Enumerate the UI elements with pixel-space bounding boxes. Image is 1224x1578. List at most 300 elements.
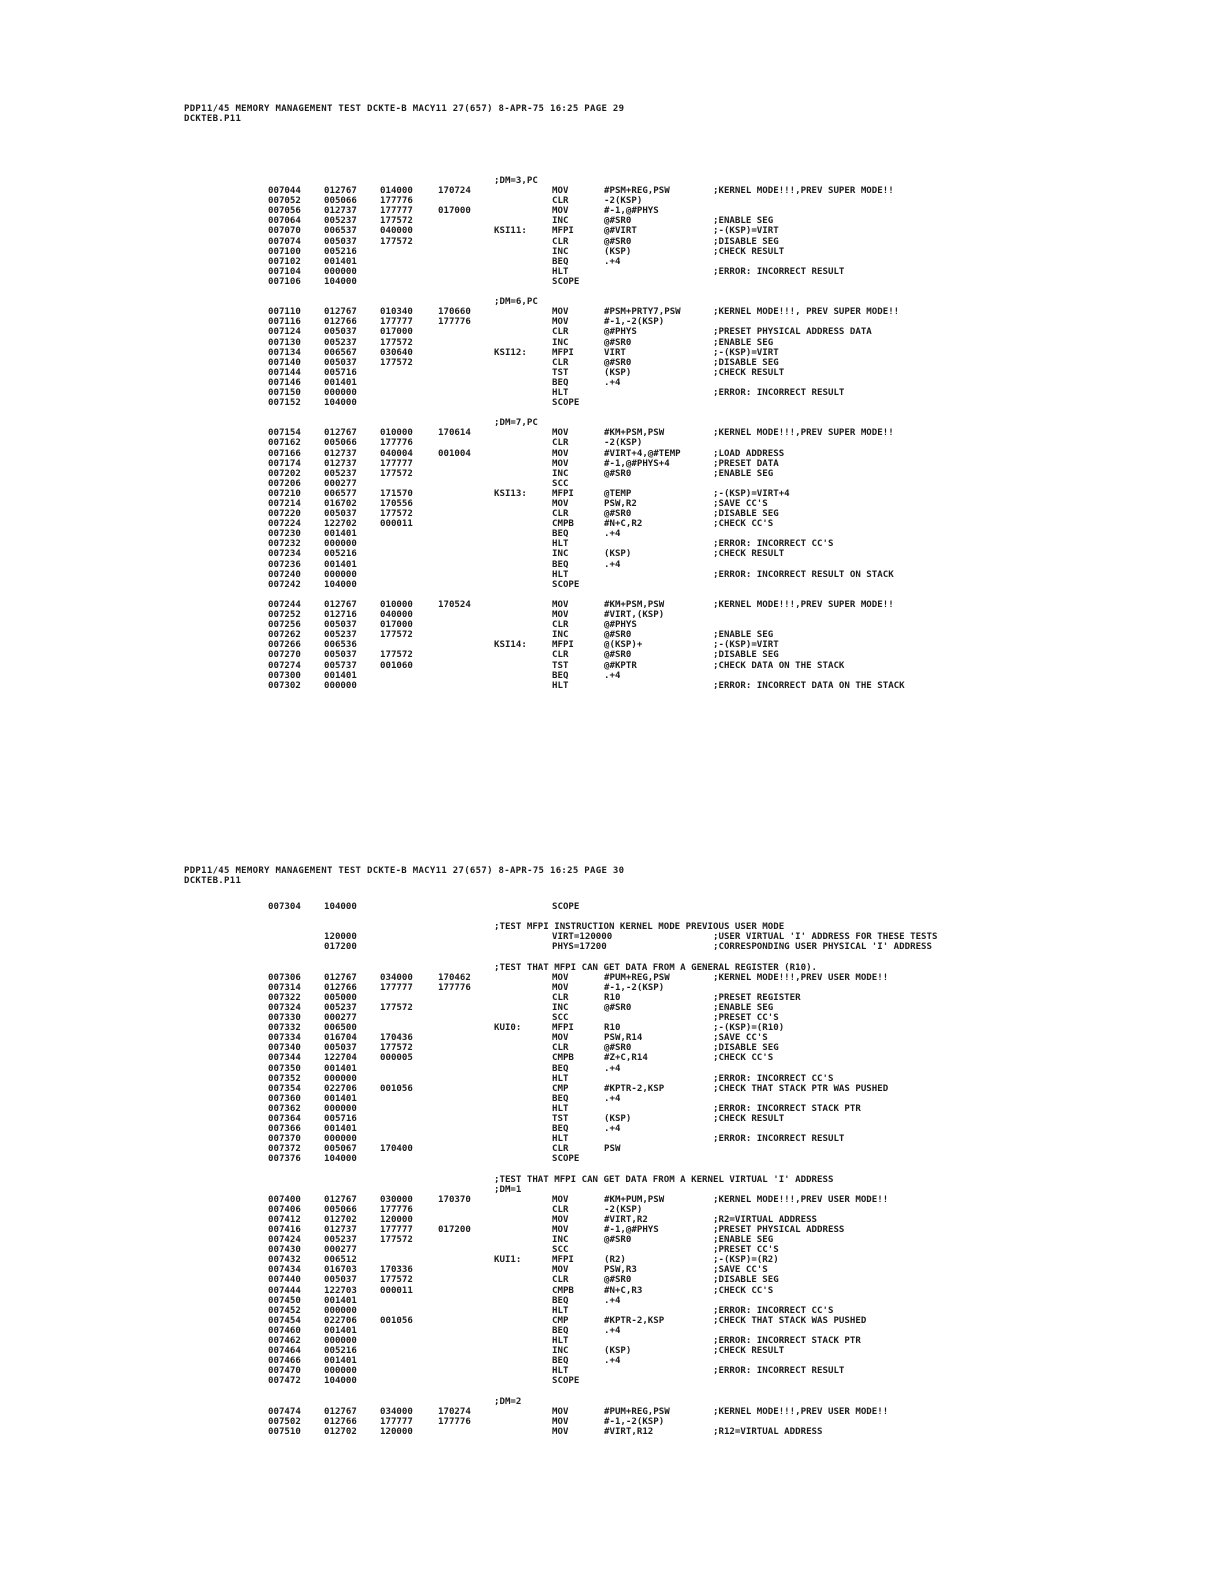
blank-line <box>184 952 1184 962</box>
code-line <box>184 1376 1184 1386</box>
comment: ;ERROR: INCORRECT RESULT <box>713 387 845 398</box>
object-word-2: 014000 <box>380 186 413 197</box>
address: 007166 <box>268 448 301 459</box>
object-word-1: 000277 <box>324 478 357 489</box>
opcode: MOV <box>552 1194 569 1205</box>
object-word-1: 000277 <box>324 1013 357 1024</box>
code-line <box>184 1074 1184 1084</box>
code-line <box>184 983 1184 993</box>
object-word-1: 122702 <box>324 519 357 530</box>
operands: #-1,-2(KSP) <box>604 1416 665 1427</box>
address: 007044 <box>268 186 301 197</box>
object-word-3: 177776 <box>438 1416 471 1427</box>
object-word-1: 000000 <box>324 1134 357 1145</box>
object-word-2: 177572 <box>380 509 413 520</box>
address: 007064 <box>268 216 301 227</box>
opcode: MOV <box>552 599 569 610</box>
object-word-2: 177572 <box>380 236 413 247</box>
comment: ;CHECK THAT STACK PTR WAS PUSHED <box>713 1083 889 1094</box>
object-word-1: 005037 <box>324 327 357 338</box>
address: 007274 <box>268 660 301 671</box>
object-word-2: 017000 <box>380 327 413 338</box>
code-line <box>184 338 1184 348</box>
opcode: SCOPE <box>552 902 580 912</box>
operands: #VIRT,(KSP) <box>604 610 665 621</box>
code-line <box>184 1245 1184 1255</box>
opcode: CLR <box>552 1043 569 1054</box>
object-word-1: 001401 <box>324 559 357 570</box>
object-word-2: 177572 <box>380 630 413 641</box>
address: 007234 <box>268 549 301 560</box>
object-word-1: 012702 <box>324 1214 357 1225</box>
code-line <box>184 1326 1184 1336</box>
blank-line <box>184 408 1184 418</box>
object-word-1: 005237 <box>324 216 357 227</box>
code-line <box>184 1366 1184 1376</box>
object-word-3: 017200 <box>438 1225 471 1235</box>
object-word-1: 006567 <box>324 347 357 358</box>
blank-line <box>184 287 1184 297</box>
object-word-1: 022706 <box>324 1315 357 1326</box>
code-line <box>184 1356 1184 1366</box>
address: 007104 <box>268 266 301 277</box>
object-word-2: 170336 <box>380 1265 413 1276</box>
code-line <box>184 459 1184 469</box>
opcode: CMP <box>552 1315 569 1326</box>
opcode: CLR <box>552 1204 569 1215</box>
object-word-1: 120000 <box>324 932 357 943</box>
address: 007162 <box>268 438 301 449</box>
operands: PSW,R2 <box>604 499 637 509</box>
code-line <box>184 1407 1184 1417</box>
opcode: MOV <box>552 206 569 217</box>
page-30-listing <box>184 902 1184 1437</box>
object-word-2: 177776 <box>380 438 413 449</box>
comment: ;SAVE CC'S <box>713 499 768 509</box>
object-word-3: 017000 <box>438 206 471 217</box>
code-line <box>184 1255 1184 1265</box>
address: 007130 <box>268 337 301 348</box>
operands: @#VIRT <box>604 226 637 237</box>
address: 007464 <box>268 1346 301 1357</box>
operands: @#SR0 <box>604 630 632 641</box>
code-line <box>184 580 1184 590</box>
object-word-1: 005037 <box>324 620 357 631</box>
opcode: TST <box>552 660 569 671</box>
object-word-1: 012737 <box>324 206 357 217</box>
code-line <box>184 307 1184 317</box>
comment: ;CHECK DATA ON THE STACK <box>713 660 845 671</box>
opcode: CLR <box>552 620 569 631</box>
address: 007434 <box>268 1265 301 1276</box>
object-word-1: 012716 <box>324 610 357 621</box>
opcode: HLT <box>552 1103 569 1114</box>
opcode: BEQ <box>552 1325 569 1336</box>
comment: ;CHECK RESULT <box>713 549 785 560</box>
directive-line <box>184 922 1184 932</box>
object-word-2: 177777 <box>380 1225 413 1235</box>
comment: ;-(KSP)=VIRT <box>713 347 779 358</box>
object-word-3: 001004 <box>438 448 471 459</box>
object-word-2: 177572 <box>380 650 413 661</box>
page-30-title-line: PDP11/45 MEMORY MANAGEMENT TEST DCKTE-B MACY11 27(657) 8-APR-75 16:25 PAGE 30 <box>184 866 625 876</box>
address: 007266 <box>268 640 301 651</box>
comment: ;PRESET PHYSICAL ADDRESS <box>713 1225 845 1235</box>
opcode: INC <box>552 216 569 227</box>
opcode: MOV <box>552 499 569 509</box>
code-line <box>184 267 1184 277</box>
address: 007206 <box>268 478 301 489</box>
operands: #KM+PSM,PSW <box>604 599 665 610</box>
opcode: MOV <box>552 982 569 993</box>
operands: #N+C,R3 <box>604 1285 643 1296</box>
object-word-1: 012766 <box>324 1416 357 1427</box>
address: 007416 <box>268 1225 301 1235</box>
object-word-1: 012767 <box>324 186 357 197</box>
operands: #PUM+REG,PSW <box>604 1406 670 1417</box>
code-line <box>184 519 1184 529</box>
object-word-2: 000011 <box>380 1285 413 1296</box>
address: 007174 <box>268 458 301 469</box>
opcode: BEQ <box>552 559 569 570</box>
code-line <box>184 237 1184 247</box>
operands: #-1,-2(KSP) <box>604 982 665 993</box>
operands: #-1,-2(KSP) <box>604 317 665 328</box>
operands: .+4 <box>604 256 621 267</box>
address: 007364 <box>268 1113 301 1124</box>
operands: .+4 <box>604 1063 621 1074</box>
opcode: INC <box>552 468 569 479</box>
object-word-1: 017200 <box>324 942 357 953</box>
opcode: MFPI <box>552 226 574 237</box>
operands: #VIRT,R2 <box>604 1214 648 1225</box>
address: 007110 <box>268 307 301 318</box>
address: 007240 <box>268 569 301 580</box>
object-word-1: 005067 <box>324 1144 357 1155</box>
object-word-2: 030640 <box>380 347 413 358</box>
opcode: SCC <box>552 1013 569 1024</box>
comment: ;ERROR: INCORRECT STACK PTR <box>713 1103 861 1114</box>
opcode: MOV <box>552 1426 569 1437</box>
address: 007270 <box>268 650 301 661</box>
opcode: CLR <box>552 357 569 368</box>
object-word-1: 012702 <box>324 1426 357 1437</box>
opcode: CMP <box>552 1083 569 1094</box>
object-word-2: 040004 <box>380 448 413 459</box>
object-word-1: 005237 <box>324 1235 357 1246</box>
object-word-1: 000000 <box>324 1336 357 1347</box>
opcode: SCOPE <box>552 1376 580 1387</box>
comment: ;CHECK CC'S <box>713 1053 774 1064</box>
object-word-1: 012767 <box>324 1194 357 1205</box>
operands: -2(KSP) <box>604 196 643 207</box>
address: 007314 <box>268 982 301 993</box>
address: 007056 <box>268 206 301 217</box>
comment: ;LOAD ADDRESS <box>713 448 785 459</box>
comment: ;DISABLE SEG <box>713 1043 779 1054</box>
operands: @(KSP)+ <box>604 640 643 651</box>
address: 007412 <box>268 1214 301 1225</box>
object-word-2: 030000 <box>380 1194 413 1205</box>
code-line <box>184 610 1184 620</box>
address: 007124 <box>268 327 301 338</box>
object-word-1: 005216 <box>324 549 357 560</box>
operands: (KSP) <box>604 1113 632 1124</box>
object-word-1: 000000 <box>324 680 357 691</box>
address: 007236 <box>268 559 301 570</box>
object-word-1: 104000 <box>324 579 357 590</box>
operands: .+4 <box>604 529 621 540</box>
operands: .+4 <box>604 1325 621 1336</box>
comment: ;ERROR: INCORRECT CC'S <box>713 1305 834 1316</box>
address: 007300 <box>268 670 301 681</box>
object-word-1: 104000 <box>324 1154 357 1165</box>
address: 007424 <box>268 1235 301 1246</box>
object-word-1: 012766 <box>324 982 357 993</box>
operands: (R2) <box>604 1255 626 1266</box>
operands: .+4 <box>604 559 621 570</box>
code-line <box>184 1104 1184 1114</box>
comment: ;ENABLE SEG <box>713 630 774 641</box>
object-word-1: 005037 <box>324 1275 357 1286</box>
opcode: SCC <box>552 478 569 489</box>
opcode: HLT <box>552 539 569 550</box>
directive-line <box>184 297 1184 307</box>
opcode: CMPB <box>552 1285 574 1296</box>
object-word-1: 001401 <box>324 1295 357 1306</box>
object-word-1: 005237 <box>324 1002 357 1013</box>
address: 007472 <box>268 1376 301 1387</box>
directive-text: ;DM=2 <box>494 1396 522 1407</box>
opcode: MFPI <box>552 488 574 499</box>
object-word-2: 040000 <box>380 610 413 621</box>
object-word-1: 012767 <box>324 307 357 318</box>
operands: PSW,R14 <box>604 1033 643 1044</box>
address: 007474 <box>268 1406 301 1417</box>
opcode: BEQ <box>552 1124 569 1135</box>
object-word-3: 170462 <box>438 972 471 983</box>
operands: #N+C,R2 <box>604 519 643 530</box>
opcode: MFPI <box>552 1255 574 1266</box>
comment: ;CHECK THAT STACK WAS PUSHED <box>713 1315 867 1326</box>
code-line <box>184 368 1184 378</box>
code-line <box>184 1286 1184 1296</box>
comment: ;ERROR: INCORRECT RESULT <box>713 266 845 277</box>
object-word-1: 005237 <box>324 337 357 348</box>
comment: ;CHECK RESULT <box>713 246 785 257</box>
code-line <box>184 449 1184 459</box>
page-29-filename-line: DCKTEB.P11 <box>184 114 242 124</box>
code-line <box>184 509 1184 519</box>
code-line <box>184 650 1184 660</box>
object-word-1: 005037 <box>324 650 357 661</box>
page-30-header <box>184 866 624 886</box>
object-word-3: 170370 <box>438 1194 471 1205</box>
operands: .+4 <box>604 1356 621 1367</box>
opcode: SCOPE <box>552 579 580 590</box>
address: 007432 <box>268 1255 301 1266</box>
address: 007102 <box>268 256 301 267</box>
operands: .+4 <box>604 670 621 681</box>
opcode: TST <box>552 1113 569 1124</box>
code-line <box>184 1336 1184 1346</box>
opcode: MFPI <box>552 1023 574 1034</box>
object-word-1: 006577 <box>324 488 357 499</box>
opcode: INC <box>552 1235 569 1246</box>
operands: #KM+PSM,PSW <box>604 428 665 439</box>
code-line <box>184 378 1184 388</box>
address: 007144 <box>268 367 301 378</box>
comment: ;ERROR: INCORRECT RESULT <box>713 1134 845 1145</box>
object-word-3: 170724 <box>438 186 471 197</box>
object-word-3: 170274 <box>438 1406 471 1417</box>
operands: (KSP) <box>604 367 632 378</box>
operands: (KSP) <box>604 549 632 560</box>
operands: @#SR0 <box>604 468 632 479</box>
label: KSI13: <box>494 488 527 499</box>
object-word-2: 040000 <box>380 226 413 237</box>
address: 007242 <box>268 579 301 590</box>
operands: R10 <box>604 1023 621 1034</box>
code-line <box>184 226 1184 236</box>
address: 007150 <box>268 387 301 398</box>
operands: #-1,@#PHYS <box>604 206 659 217</box>
object-word-1: 000000 <box>324 266 357 277</box>
blank-line <box>184 1387 1184 1397</box>
code-line <box>184 327 1184 337</box>
code-line <box>184 479 1184 489</box>
object-word-1: 012766 <box>324 317 357 328</box>
address: 007354 <box>268 1083 301 1094</box>
code-line <box>184 1306 1184 1316</box>
label: KUI1: <box>494 1255 522 1266</box>
opcode: MOV <box>552 1406 569 1417</box>
object-word-2: 001060 <box>380 660 413 671</box>
address: 007302 <box>268 680 301 691</box>
operands: #PSM+PRTY7,PSW <box>604 307 681 318</box>
address: 007322 <box>268 992 301 1003</box>
opcode: INC <box>552 1346 569 1357</box>
opcode: BEQ <box>552 377 569 388</box>
code-line <box>184 1124 1184 1134</box>
address: 007306 <box>268 972 301 983</box>
code-line <box>184 560 1184 570</box>
directive-line <box>184 176 1184 186</box>
operands: (KSP) <box>604 1346 632 1357</box>
object-word-1: 005066 <box>324 1204 357 1215</box>
object-word-2: 034000 <box>380 972 413 983</box>
operands: @#SR0 <box>604 1002 632 1013</box>
opcode: MOV <box>552 307 569 318</box>
address: 007460 <box>268 1325 301 1336</box>
object-word-2: 000005 <box>380 1053 413 1064</box>
opcode: CMPB <box>552 519 574 530</box>
object-word-2: 177572 <box>380 1043 413 1054</box>
address: 007502 <box>268 1416 301 1427</box>
operands: @#PHYS <box>604 327 637 338</box>
object-word-1: 005216 <box>324 246 357 257</box>
code-line <box>184 247 1184 257</box>
code-line <box>184 398 1184 408</box>
object-word-2: 177777 <box>380 458 413 469</box>
directive-text: ;DM=1 <box>494 1184 522 1195</box>
object-word-2: 177776 <box>380 1204 413 1215</box>
object-word-1: 005716 <box>324 1113 357 1124</box>
object-word-1: 016702 <box>324 499 357 509</box>
comment: ;ERROR: INCORRECT RESULT ON STACK <box>713 569 894 580</box>
code-line <box>184 186 1184 196</box>
code-line <box>184 1033 1184 1043</box>
operands: @#SR0 <box>604 236 632 247</box>
opcode: CLR <box>552 509 569 520</box>
opcode: MOV <box>552 1265 569 1276</box>
address: 007134 <box>268 347 301 358</box>
opcode: BEQ <box>552 1093 569 1104</box>
comment: ;ERROR: INCORRECT CC'S <box>713 1073 834 1084</box>
comment: ;CHECK RESULT <box>713 1346 785 1357</box>
object-word-1: 012737 <box>324 458 357 469</box>
address: 007100 <box>268 246 301 257</box>
object-word-1: 012767 <box>324 1406 357 1417</box>
comment: ;PRESET REGISTER <box>713 992 801 1003</box>
address: 007454 <box>268 1315 301 1326</box>
comment: ;KERNEL MODE!!!,PREV SUPER MODE!! <box>713 428 894 439</box>
code-line <box>184 1013 1184 1023</box>
address: 007470 <box>268 1366 301 1377</box>
comment: ;CHECK RESULT <box>713 1113 785 1124</box>
opcode: HLT <box>552 680 569 691</box>
object-word-2: 177572 <box>380 1002 413 1013</box>
code-line <box>184 1296 1184 1306</box>
operands: #-1,@#PHYS+4 <box>604 458 670 469</box>
operands: -2(KSP) <box>604 438 643 449</box>
opcode: CLR <box>552 196 569 207</box>
comment: ;PRESET DATA <box>713 458 779 469</box>
directive-line <box>184 1175 1184 1185</box>
comment: ;-(KSP)=VIRT <box>713 226 779 237</box>
comment: ;CORRESPONDING USER PHYSICAL 'I' ADDRESS <box>713 942 932 953</box>
code-line <box>184 942 1184 952</box>
object-word-2: 017000 <box>380 620 413 631</box>
object-word-1: 005237 <box>324 468 357 479</box>
directive-text: ;TEST THAT MFPI CAN GET DATA FROM A KERNEL VIRTUAL 'I' ADDRESS <box>494 1174 834 1185</box>
opcode: MOV <box>552 448 569 459</box>
object-word-1: 001401 <box>324 1124 357 1135</box>
object-word-1: 005216 <box>324 1346 357 1357</box>
address: 007244 <box>268 599 301 610</box>
object-word-1: 016704 <box>324 1033 357 1044</box>
address: 007362 <box>268 1103 301 1114</box>
code-line <box>184 993 1184 1003</box>
operands: (KSP) <box>604 246 632 257</box>
comment: ;ERROR: INCORRECT DATA ON THE STACK <box>713 680 905 691</box>
opcode: INC <box>552 630 569 641</box>
code-line <box>184 1215 1184 1225</box>
opcode: HLT <box>552 387 569 398</box>
comment: ;CHECK CC'S <box>713 519 774 530</box>
operands: #KM+PUM,PSW <box>604 1194 665 1205</box>
code-line <box>184 1275 1184 1285</box>
object-word-2: 177572 <box>380 1235 413 1246</box>
address: 007430 <box>268 1245 301 1256</box>
address: 007360 <box>268 1093 301 1104</box>
code-line <box>184 600 1184 610</box>
opcode: MOV <box>552 1033 569 1044</box>
code-line <box>184 438 1184 448</box>
code-line <box>184 348 1184 358</box>
object-word-1: 122703 <box>324 1285 357 1296</box>
address: 007332 <box>268 1023 301 1034</box>
